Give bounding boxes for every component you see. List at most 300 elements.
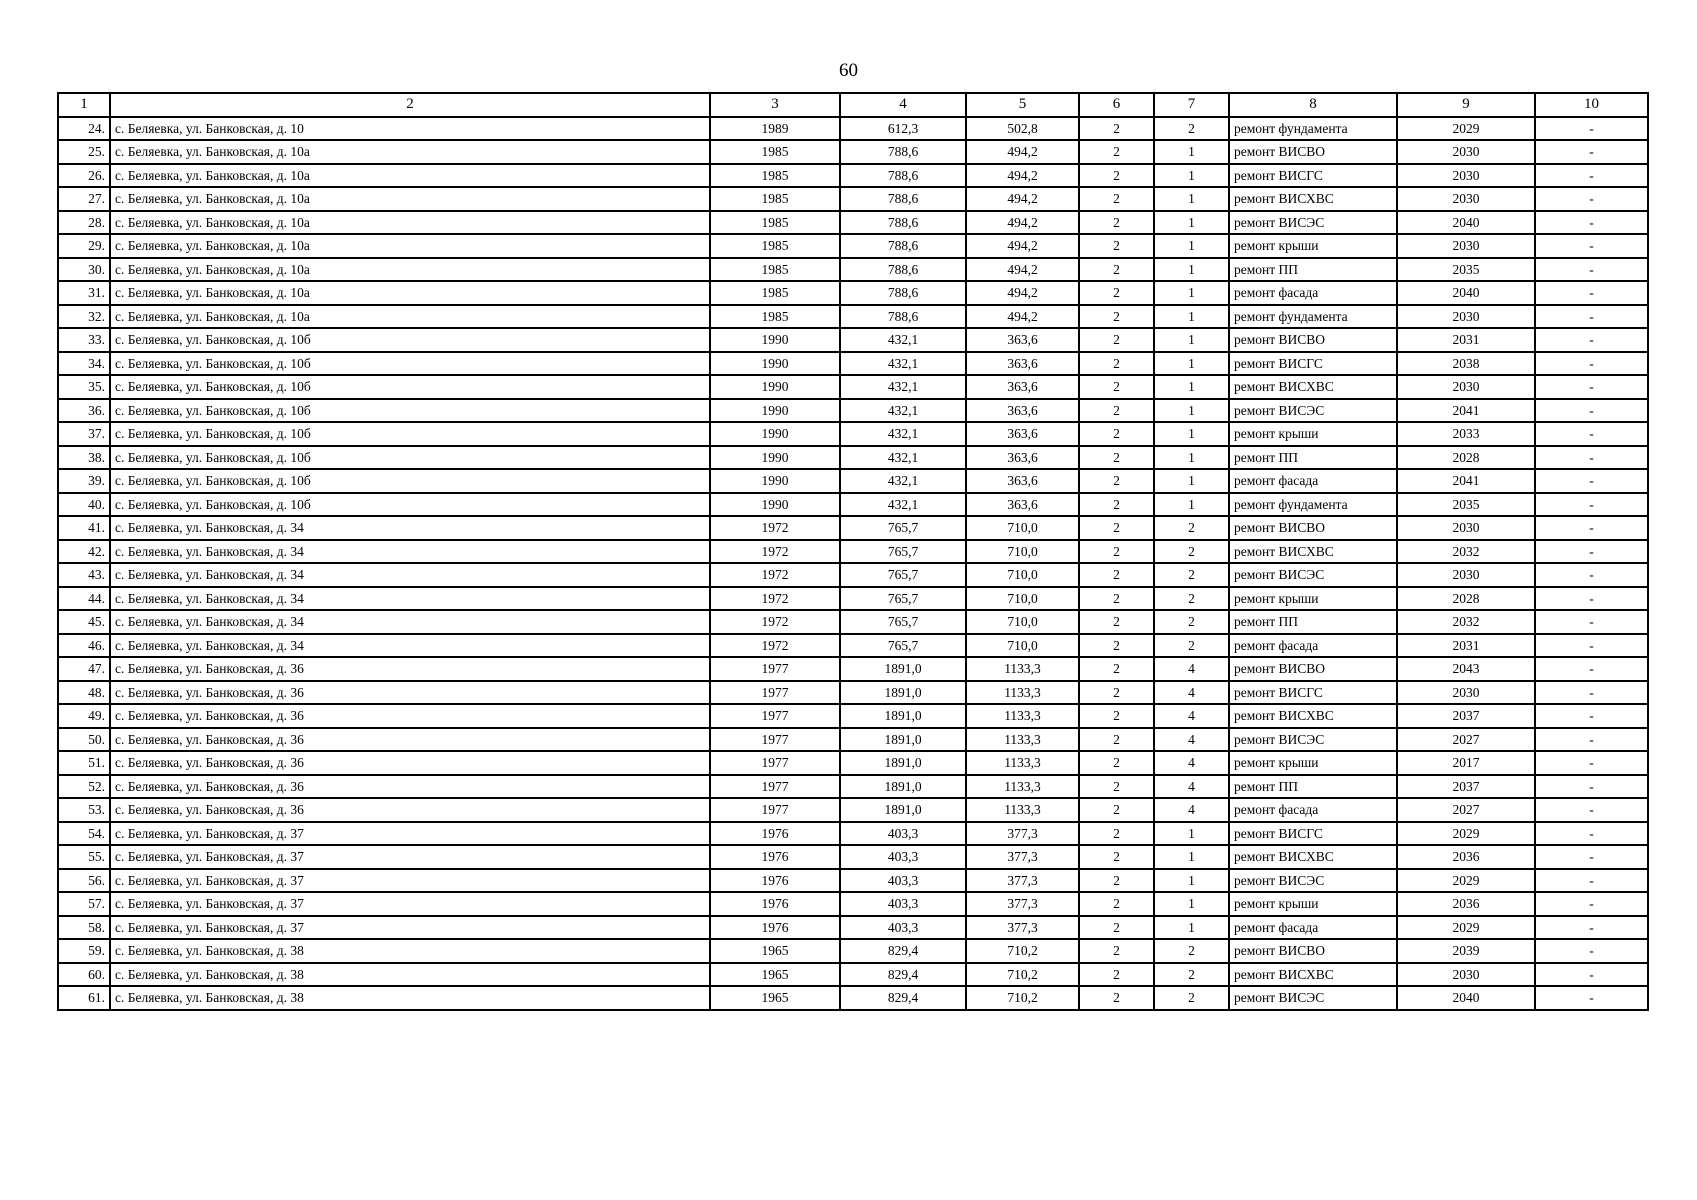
address-cell: с. Беляевка, ул. Банковская, д. 34 — [110, 540, 710, 564]
row-number-cell: 54. — [58, 822, 110, 846]
living-area-cell: 494,2 — [966, 234, 1079, 258]
row-number-cell: 42. — [58, 540, 110, 564]
table-row — [58, 587, 1648, 611]
floors-cell: 2 — [1079, 845, 1154, 869]
address-cell: с. Беляевка, ул. Банковская, д. 38 — [110, 986, 710, 1010]
row-number-cell: 52. — [58, 775, 110, 799]
row-number-cell: 41. — [58, 516, 110, 540]
column-header: 9 — [1397, 93, 1535, 117]
planned-year-cell: 2030 — [1397, 187, 1535, 211]
floors-cell: 2 — [1079, 634, 1154, 658]
row-number-cell: 43. — [58, 563, 110, 587]
column-header: 10 — [1535, 93, 1648, 117]
note-cell: - — [1535, 117, 1648, 141]
work-type-cell: ремонт крыши — [1229, 422, 1397, 446]
total-area-cell: 829,4 — [840, 963, 966, 987]
table-row — [58, 305, 1648, 329]
build-year-cell: 1976 — [710, 822, 840, 846]
entrances-cell: 1 — [1154, 187, 1229, 211]
planned-year-cell: 2038 — [1397, 352, 1535, 376]
work-type-cell: ремонт крыши — [1229, 892, 1397, 916]
work-type-cell: ремонт фасада — [1229, 469, 1397, 493]
repair-schedule-table — [57, 92, 1649, 1011]
note-cell: - — [1535, 164, 1648, 188]
planned-year-cell: 2039 — [1397, 939, 1535, 963]
planned-year-cell: 2029 — [1397, 117, 1535, 141]
planned-year-cell: 2029 — [1397, 869, 1535, 893]
entrances-cell: 4 — [1154, 681, 1229, 705]
floors-cell: 2 — [1079, 352, 1154, 376]
table-row — [58, 399, 1648, 423]
floors-cell: 2 — [1079, 610, 1154, 634]
floors-cell: 2 — [1079, 469, 1154, 493]
build-year-cell: 1990 — [710, 399, 840, 423]
planned-year-cell: 2040 — [1397, 986, 1535, 1010]
build-year-cell: 1972 — [710, 540, 840, 564]
living-area-cell: 710,0 — [966, 634, 1079, 658]
entrances-cell: 1 — [1154, 422, 1229, 446]
address-cell: с. Беляевка, ул. Банковская, д. 34 — [110, 563, 710, 587]
note-cell: - — [1535, 869, 1648, 893]
table-row — [58, 798, 1648, 822]
row-number-cell: 35. — [58, 375, 110, 399]
living-area-cell: 494,2 — [966, 281, 1079, 305]
living-area-cell: 1133,3 — [966, 798, 1079, 822]
note-cell: - — [1535, 634, 1648, 658]
row-number-cell: 44. — [58, 587, 110, 611]
work-type-cell: ремонт фасада — [1229, 916, 1397, 940]
address-cell: с. Беляевка, ул. Банковская, д. 10б — [110, 493, 710, 517]
living-area-cell: 363,6 — [966, 469, 1079, 493]
living-area-cell: 363,6 — [966, 399, 1079, 423]
address-cell: с. Беляевка, ул. Банковская, д. 36 — [110, 657, 710, 681]
build-year-cell: 1976 — [710, 869, 840, 893]
note-cell: - — [1535, 892, 1648, 916]
floors-cell: 2 — [1079, 963, 1154, 987]
living-area-cell: 363,6 — [966, 422, 1079, 446]
row-number-cell: 28. — [58, 211, 110, 235]
living-area-cell: 494,2 — [966, 305, 1079, 329]
row-number-cell: 55. — [58, 845, 110, 869]
entrances-cell: 2 — [1154, 563, 1229, 587]
total-area-cell: 403,3 — [840, 892, 966, 916]
entrances-cell: 2 — [1154, 117, 1229, 141]
work-type-cell: ремонт ВИСХВС — [1229, 963, 1397, 987]
total-area-cell: 765,7 — [840, 540, 966, 564]
floors-cell: 2 — [1079, 892, 1154, 916]
work-type-cell: ремонт фундамента — [1229, 305, 1397, 329]
living-area-cell: 710,0 — [966, 516, 1079, 540]
table-row — [58, 657, 1648, 681]
planned-year-cell: 2035 — [1397, 493, 1535, 517]
living-area-cell: 710,0 — [966, 540, 1079, 564]
row-number-cell: 60. — [58, 963, 110, 987]
address-cell: с. Беляевка, ул. Банковская, д. 10б — [110, 375, 710, 399]
entrances-cell: 1 — [1154, 493, 1229, 517]
work-type-cell: ремонт ВИСЭС — [1229, 211, 1397, 235]
note-cell: - — [1535, 375, 1648, 399]
entrances-cell: 4 — [1154, 798, 1229, 822]
floors-cell: 2 — [1079, 140, 1154, 164]
floors-cell: 2 — [1079, 164, 1154, 188]
note-cell: - — [1535, 986, 1648, 1010]
work-type-cell: ремонт крыши — [1229, 234, 1397, 258]
note-cell: - — [1535, 939, 1648, 963]
entrances-cell: 1 — [1154, 328, 1229, 352]
table-row — [58, 822, 1648, 846]
floors-cell: 2 — [1079, 704, 1154, 728]
address-cell: с. Беляевка, ул. Банковская, д. 37 — [110, 845, 710, 869]
total-area-cell: 788,6 — [840, 211, 966, 235]
build-year-cell: 1977 — [710, 728, 840, 752]
row-number-cell: 37. — [58, 422, 110, 446]
living-area-cell: 494,2 — [966, 164, 1079, 188]
table-row — [58, 328, 1648, 352]
floors-cell: 2 — [1079, 187, 1154, 211]
address-cell: с. Беляевка, ул. Банковская, д. 37 — [110, 916, 710, 940]
living-area-cell: 1133,3 — [966, 704, 1079, 728]
living-area-cell: 1133,3 — [966, 657, 1079, 681]
total-area-cell: 788,6 — [840, 305, 966, 329]
entrances-cell: 1 — [1154, 399, 1229, 423]
build-year-cell: 1965 — [710, 939, 840, 963]
table-row — [58, 634, 1648, 658]
floors-cell: 2 — [1079, 258, 1154, 282]
total-area-cell: 1891,0 — [840, 751, 966, 775]
address-cell: с. Беляевка, ул. Банковская, д. 10а — [110, 140, 710, 164]
living-area-cell: 710,0 — [966, 563, 1079, 587]
address-cell: с. Беляевка, ул. Банковская, д. 37 — [110, 892, 710, 916]
build-year-cell: 1985 — [710, 281, 840, 305]
table-row — [58, 681, 1648, 705]
table-body — [58, 117, 1648, 1010]
note-cell: - — [1535, 657, 1648, 681]
floors-cell: 2 — [1079, 540, 1154, 564]
row-number-cell: 59. — [58, 939, 110, 963]
planned-year-cell: 2033 — [1397, 422, 1535, 446]
floors-cell: 2 — [1079, 986, 1154, 1010]
planned-year-cell: 2041 — [1397, 469, 1535, 493]
column-header: 7 — [1154, 93, 1229, 117]
total-area-cell: 403,3 — [840, 822, 966, 846]
work-type-cell: ремонт крыши — [1229, 587, 1397, 611]
floors-cell: 2 — [1079, 117, 1154, 141]
address-cell: с. Беляевка, ул. Банковская, д. 10а — [110, 305, 710, 329]
work-type-cell: ремонт ВИСВО — [1229, 657, 1397, 681]
work-type-cell: ремонт ПП — [1229, 446, 1397, 470]
table-row — [58, 892, 1648, 916]
build-year-cell: 1990 — [710, 328, 840, 352]
entrances-cell: 1 — [1154, 234, 1229, 258]
row-number-cell: 56. — [58, 869, 110, 893]
floors-cell: 2 — [1079, 281, 1154, 305]
row-number-cell: 30. — [58, 258, 110, 282]
address-cell: с. Беляевка, ул. Банковская, д. 10б — [110, 352, 710, 376]
table-row — [58, 775, 1648, 799]
row-number-cell: 45. — [58, 610, 110, 634]
planned-year-cell: 2030 — [1397, 563, 1535, 587]
address-cell: с. Беляевка, ул. Банковская, д. 36 — [110, 704, 710, 728]
living-area-cell: 363,6 — [966, 375, 1079, 399]
row-number-cell: 51. — [58, 751, 110, 775]
address-cell: с. Беляевка, ул. Банковская, д. 36 — [110, 775, 710, 799]
table-row — [58, 352, 1648, 376]
address-cell: с. Беляевка, ул. Банковская, д. 38 — [110, 963, 710, 987]
total-area-cell: 765,7 — [840, 516, 966, 540]
build-year-cell: 1990 — [710, 446, 840, 470]
row-number-cell: 33. — [58, 328, 110, 352]
table-row — [58, 493, 1648, 517]
planned-year-cell: 2027 — [1397, 798, 1535, 822]
note-cell: - — [1535, 211, 1648, 235]
floors-cell: 2 — [1079, 375, 1154, 399]
address-cell: с. Беляевка, ул. Банковская, д. 10а — [110, 187, 710, 211]
build-year-cell: 1972 — [710, 563, 840, 587]
build-year-cell: 1972 — [710, 634, 840, 658]
table-row — [58, 234, 1648, 258]
build-year-cell: 1990 — [710, 352, 840, 376]
planned-year-cell: 2037 — [1397, 704, 1535, 728]
address-cell: с. Беляевка, ул. Банковская, д. 34 — [110, 610, 710, 634]
planned-year-cell: 2029 — [1397, 916, 1535, 940]
floors-cell: 2 — [1079, 234, 1154, 258]
build-year-cell: 1985 — [710, 258, 840, 282]
build-year-cell: 1977 — [710, 657, 840, 681]
entrances-cell: 1 — [1154, 352, 1229, 376]
floors-cell: 2 — [1079, 563, 1154, 587]
note-cell: - — [1535, 352, 1648, 376]
planned-year-cell: 2043 — [1397, 657, 1535, 681]
note-cell: - — [1535, 140, 1648, 164]
total-area-cell: 432,1 — [840, 328, 966, 352]
address-cell: с. Беляевка, ул. Банковская, д. 37 — [110, 822, 710, 846]
entrances-cell: 1 — [1154, 164, 1229, 188]
living-area-cell: 377,3 — [966, 892, 1079, 916]
column-header: 3 — [710, 93, 840, 117]
note-cell: - — [1535, 328, 1648, 352]
floors-cell: 2 — [1079, 422, 1154, 446]
note-cell: - — [1535, 822, 1648, 846]
note-cell: - — [1535, 540, 1648, 564]
table-row — [58, 187, 1648, 211]
living-area-cell: 494,2 — [966, 140, 1079, 164]
work-type-cell: ремонт ВИСХВС — [1229, 540, 1397, 564]
living-area-cell: 1133,3 — [966, 751, 1079, 775]
row-number-cell: 36. — [58, 399, 110, 423]
planned-year-cell: 2036 — [1397, 892, 1535, 916]
living-area-cell: 710,2 — [966, 939, 1079, 963]
living-area-cell: 377,3 — [966, 822, 1079, 846]
living-area-cell: 710,2 — [966, 963, 1079, 987]
total-area-cell: 765,7 — [840, 634, 966, 658]
address-cell: с. Беляевка, ул. Банковская, д. 10б — [110, 422, 710, 446]
note-cell: - — [1535, 258, 1648, 282]
column-header: 1 — [58, 93, 110, 117]
row-number-cell: 53. — [58, 798, 110, 822]
work-type-cell: ремонт ВИСГС — [1229, 352, 1397, 376]
build-year-cell: 1989 — [710, 117, 840, 141]
entrances-cell: 1 — [1154, 916, 1229, 940]
floors-cell: 2 — [1079, 728, 1154, 752]
address-cell: с. Беляевка, ул. Банковская, д. 10б — [110, 328, 710, 352]
floors-cell: 2 — [1079, 798, 1154, 822]
planned-year-cell: 2030 — [1397, 375, 1535, 399]
planned-year-cell: 2017 — [1397, 751, 1535, 775]
row-number-cell: 25. — [58, 140, 110, 164]
planned-year-cell: 2035 — [1397, 258, 1535, 282]
total-area-cell: 829,4 — [840, 939, 966, 963]
floors-cell: 2 — [1079, 587, 1154, 611]
work-type-cell: ремонт ВИСХВС — [1229, 704, 1397, 728]
planned-year-cell: 2030 — [1397, 681, 1535, 705]
entrances-cell: 4 — [1154, 704, 1229, 728]
table-row — [58, 164, 1648, 188]
work-type-cell: ремонт фасада — [1229, 798, 1397, 822]
living-area-cell: 710,0 — [966, 610, 1079, 634]
work-type-cell: ремонт ВИСЭС — [1229, 399, 1397, 423]
work-type-cell: ремонт ПП — [1229, 610, 1397, 634]
floors-cell: 2 — [1079, 446, 1154, 470]
build-year-cell: 1985 — [710, 211, 840, 235]
entrances-cell: 1 — [1154, 281, 1229, 305]
total-area-cell: 432,1 — [840, 469, 966, 493]
table-row — [58, 469, 1648, 493]
row-number-cell: 24. — [58, 117, 110, 141]
planned-year-cell: 2028 — [1397, 587, 1535, 611]
work-type-cell: ремонт ПП — [1229, 258, 1397, 282]
total-area-cell: 765,7 — [840, 610, 966, 634]
note-cell: - — [1535, 234, 1648, 258]
note-cell: - — [1535, 775, 1648, 799]
total-area-cell: 1891,0 — [840, 775, 966, 799]
living-area-cell: 494,2 — [966, 258, 1079, 282]
table-row — [58, 563, 1648, 587]
floors-cell: 2 — [1079, 869, 1154, 893]
living-area-cell: 1133,3 — [966, 775, 1079, 799]
total-area-cell: 432,1 — [840, 375, 966, 399]
living-area-cell: 494,2 — [966, 211, 1079, 235]
total-area-cell: 1891,0 — [840, 681, 966, 705]
address-cell: с. Беляевка, ул. Банковская, д. 36 — [110, 751, 710, 775]
row-number-cell: 31. — [58, 281, 110, 305]
living-area-cell: 1133,3 — [966, 681, 1079, 705]
entrances-cell: 1 — [1154, 822, 1229, 846]
total-area-cell: 432,1 — [840, 422, 966, 446]
column-header: 6 — [1079, 93, 1154, 117]
entrances-cell: 1 — [1154, 305, 1229, 329]
build-year-cell: 1977 — [710, 798, 840, 822]
note-cell: - — [1535, 187, 1648, 211]
floors-cell: 2 — [1079, 516, 1154, 540]
floors-cell: 2 — [1079, 328, 1154, 352]
address-cell: с. Беляевка, ул. Банковская, д. 10а — [110, 164, 710, 188]
total-area-cell: 765,7 — [840, 587, 966, 611]
row-number-cell: 61. — [58, 986, 110, 1010]
total-area-cell: 1891,0 — [840, 704, 966, 728]
note-cell: - — [1535, 493, 1648, 517]
entrances-cell: 2 — [1154, 986, 1229, 1010]
note-cell: - — [1535, 798, 1648, 822]
column-header: 5 — [966, 93, 1079, 117]
note-cell: - — [1535, 563, 1648, 587]
row-number-cell: 47. — [58, 657, 110, 681]
row-number-cell: 40. — [58, 493, 110, 517]
address-cell: с. Беляевка, ул. Банковская, д. 36 — [110, 681, 710, 705]
living-area-cell: 363,6 — [966, 493, 1079, 517]
address-cell: с. Беляевка, ул. Банковская, д. 10а — [110, 258, 710, 282]
build-year-cell: 1977 — [710, 775, 840, 799]
note-cell: - — [1535, 587, 1648, 611]
floors-cell: 2 — [1079, 657, 1154, 681]
living-area-cell: 363,6 — [966, 328, 1079, 352]
total-area-cell: 788,6 — [840, 234, 966, 258]
build-year-cell: 1977 — [710, 681, 840, 705]
table-row — [58, 751, 1648, 775]
build-year-cell: 1977 — [710, 751, 840, 775]
planned-year-cell: 2040 — [1397, 211, 1535, 235]
living-area-cell: 1133,3 — [966, 728, 1079, 752]
work-type-cell: ремонт ВИСХВС — [1229, 845, 1397, 869]
total-area-cell: 432,1 — [840, 493, 966, 517]
entrances-cell: 2 — [1154, 516, 1229, 540]
work-type-cell: ремонт ВИСХВС — [1229, 375, 1397, 399]
table-row — [58, 986, 1648, 1010]
note-cell: - — [1535, 963, 1648, 987]
floors-cell: 2 — [1079, 916, 1154, 940]
column-header: 8 — [1229, 93, 1397, 117]
entrances-cell: 1 — [1154, 140, 1229, 164]
build-year-cell: 1976 — [710, 845, 840, 869]
total-area-cell: 788,6 — [840, 281, 966, 305]
page-number: 60 — [839, 60, 858, 81]
floors-cell: 2 — [1079, 211, 1154, 235]
table-row — [58, 963, 1648, 987]
table-row — [58, 610, 1648, 634]
note-cell: - — [1535, 446, 1648, 470]
work-type-cell: ремонт фасада — [1229, 634, 1397, 658]
address-cell: с. Беляевка, ул. Банковская, д. 36 — [110, 798, 710, 822]
row-number-cell: 49. — [58, 704, 110, 728]
work-type-cell: ремонт ВИСЭС — [1229, 563, 1397, 587]
total-area-cell: 1891,0 — [840, 798, 966, 822]
address-cell: с. Беляевка, ул. Банковская, д. 10а — [110, 211, 710, 235]
address-cell: с. Беляевка, ул. Банковская, д. 34 — [110, 516, 710, 540]
entrances-cell: 2 — [1154, 939, 1229, 963]
table-row — [58, 375, 1648, 399]
row-number-cell: 34. — [58, 352, 110, 376]
table-row — [58, 211, 1648, 235]
planned-year-cell: 2030 — [1397, 140, 1535, 164]
note-cell: - — [1535, 422, 1648, 446]
work-type-cell: ремонт ВИСЭС — [1229, 986, 1397, 1010]
living-area-cell: 502,8 — [966, 117, 1079, 141]
total-area-cell: 788,6 — [840, 164, 966, 188]
address-cell: с. Беляевка, ул. Банковская, д. 10б — [110, 469, 710, 493]
entrances-cell: 4 — [1154, 728, 1229, 752]
work-type-cell: ремонт ВИСВО — [1229, 328, 1397, 352]
living-area-cell: 363,6 — [966, 446, 1079, 470]
build-year-cell: 1985 — [710, 305, 840, 329]
build-year-cell: 1972 — [710, 516, 840, 540]
table-row — [58, 728, 1648, 752]
living-area-cell: 377,3 — [966, 845, 1079, 869]
total-area-cell: 432,1 — [840, 446, 966, 470]
living-area-cell: 377,3 — [966, 916, 1079, 940]
entrances-cell: 2 — [1154, 587, 1229, 611]
row-number-cell: 26. — [58, 164, 110, 188]
note-cell: - — [1535, 681, 1648, 705]
work-type-cell: ремонт ПП — [1229, 775, 1397, 799]
